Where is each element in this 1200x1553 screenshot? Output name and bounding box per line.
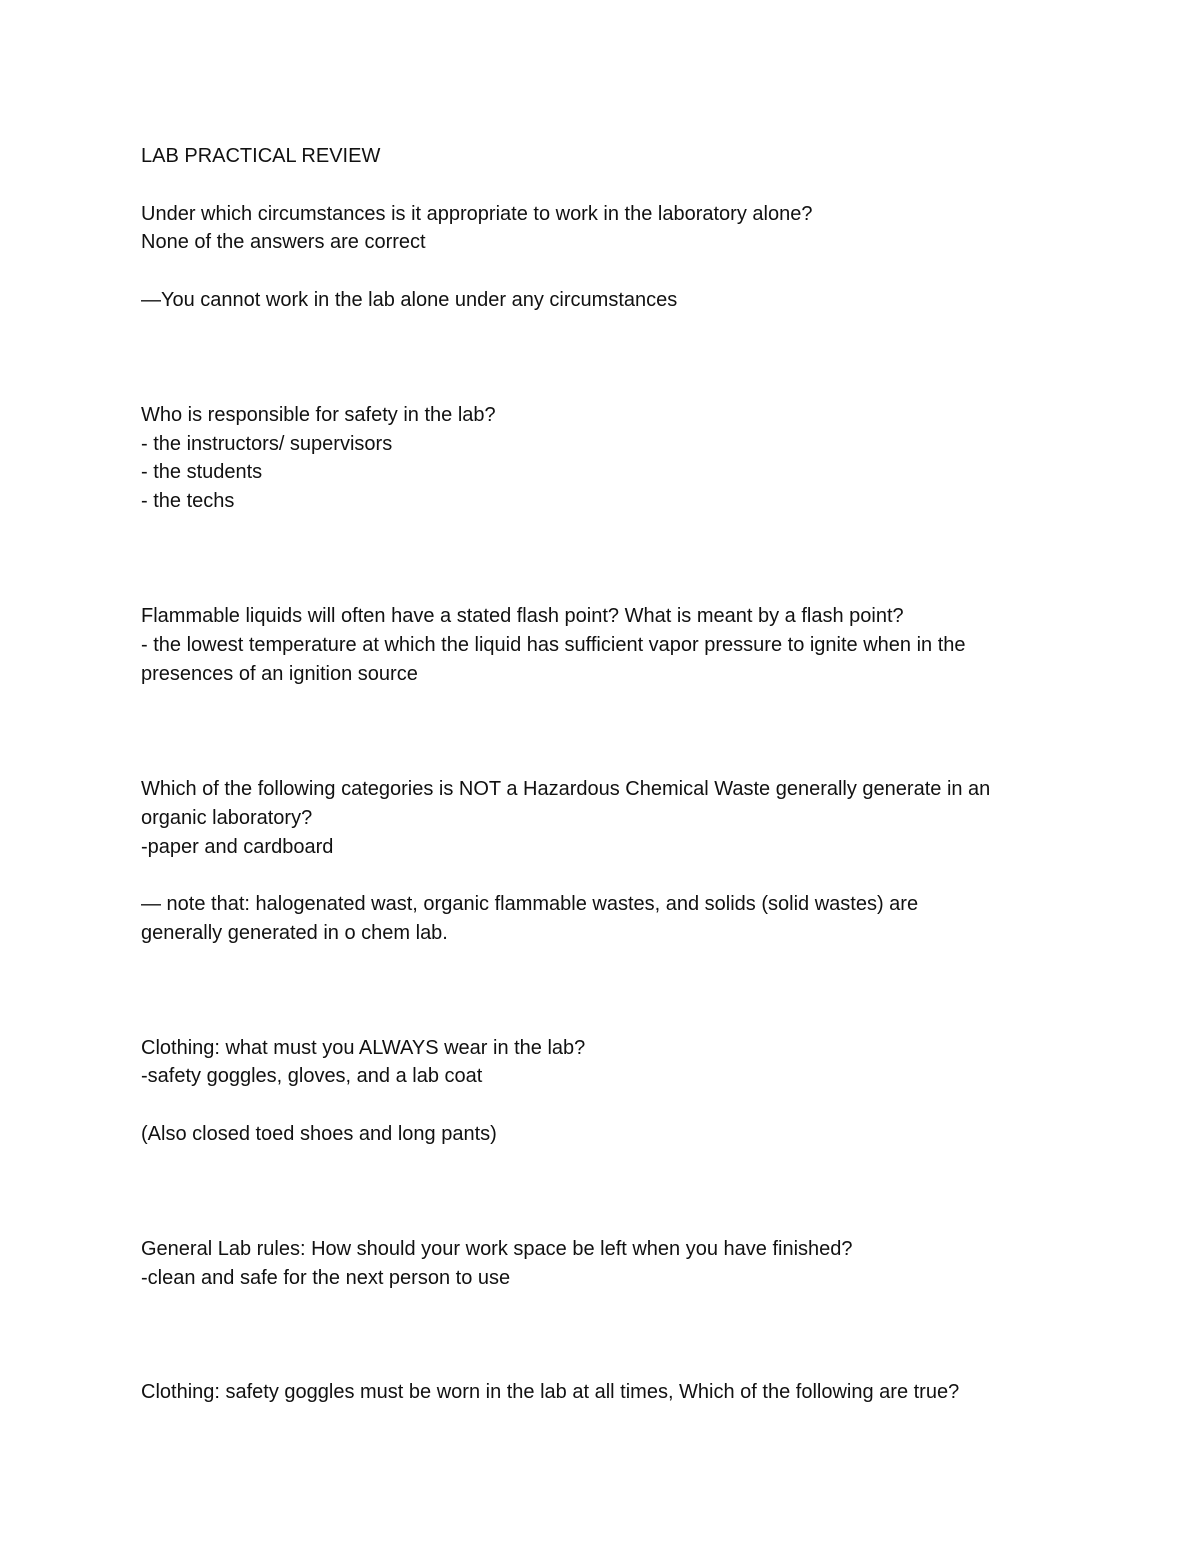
- answer-3-line-2: presences of an ignition source: [141, 663, 418, 685]
- document-title: LAB PRACTICAL REVIEW: [141, 145, 381, 167]
- note-4-line-1: — note that: halogenated wast, organic flammable wastes, and solids (solid wastes) are: [141, 893, 919, 915]
- question-2: Who is responsible for safety in the lab?: [141, 404, 496, 426]
- question-4-line-1: Which of the following categories is NOT a Hazardous Chemical Waste generally generate in an: [141, 778, 991, 800]
- note-5: (Also closed toed shoes and long pants): [141, 1123, 497, 1145]
- answer-4: -paper and cardboard: [141, 836, 334, 858]
- question-1: Under which circumstances is it appropriate to work in the laboratory alone?: [141, 203, 813, 225]
- question-4-line-2: organic laboratory?: [141, 807, 313, 829]
- note-4-line-2: generally generated in o chem lab.: [141, 922, 448, 944]
- answer-6: -clean and safe for the next person to use: [141, 1267, 511, 1289]
- answer-1: None of the answers are correct: [141, 231, 426, 253]
- question-7: Clothing: safety goggles must be worn in the lab at all times, Which of the following are true?: [141, 1381, 960, 1403]
- answer-2-1: - the instructors/ supervisors: [141, 433, 393, 455]
- question-3: Flammable liquids will often have a stated flash point? What is meant by a flash point?: [141, 605, 904, 627]
- note-1: —You cannot work in the lab alone under any circumstances: [141, 289, 678, 311]
- answer-5: -safety goggles, gloves, and a lab coat: [141, 1065, 483, 1087]
- answer-2-3: - the techs: [141, 490, 235, 512]
- question-6: General Lab rules: How should your work space be left when you have finished?: [141, 1238, 853, 1260]
- answer-2-2: - the students: [141, 461, 263, 483]
- question-5: Clothing: what must you ALWAYS wear in the lab?: [141, 1037, 586, 1059]
- answer-3-line-1: - the lowest temperature at which the liquid has sufficient vapor pressure to ignite when in the: [141, 634, 966, 656]
